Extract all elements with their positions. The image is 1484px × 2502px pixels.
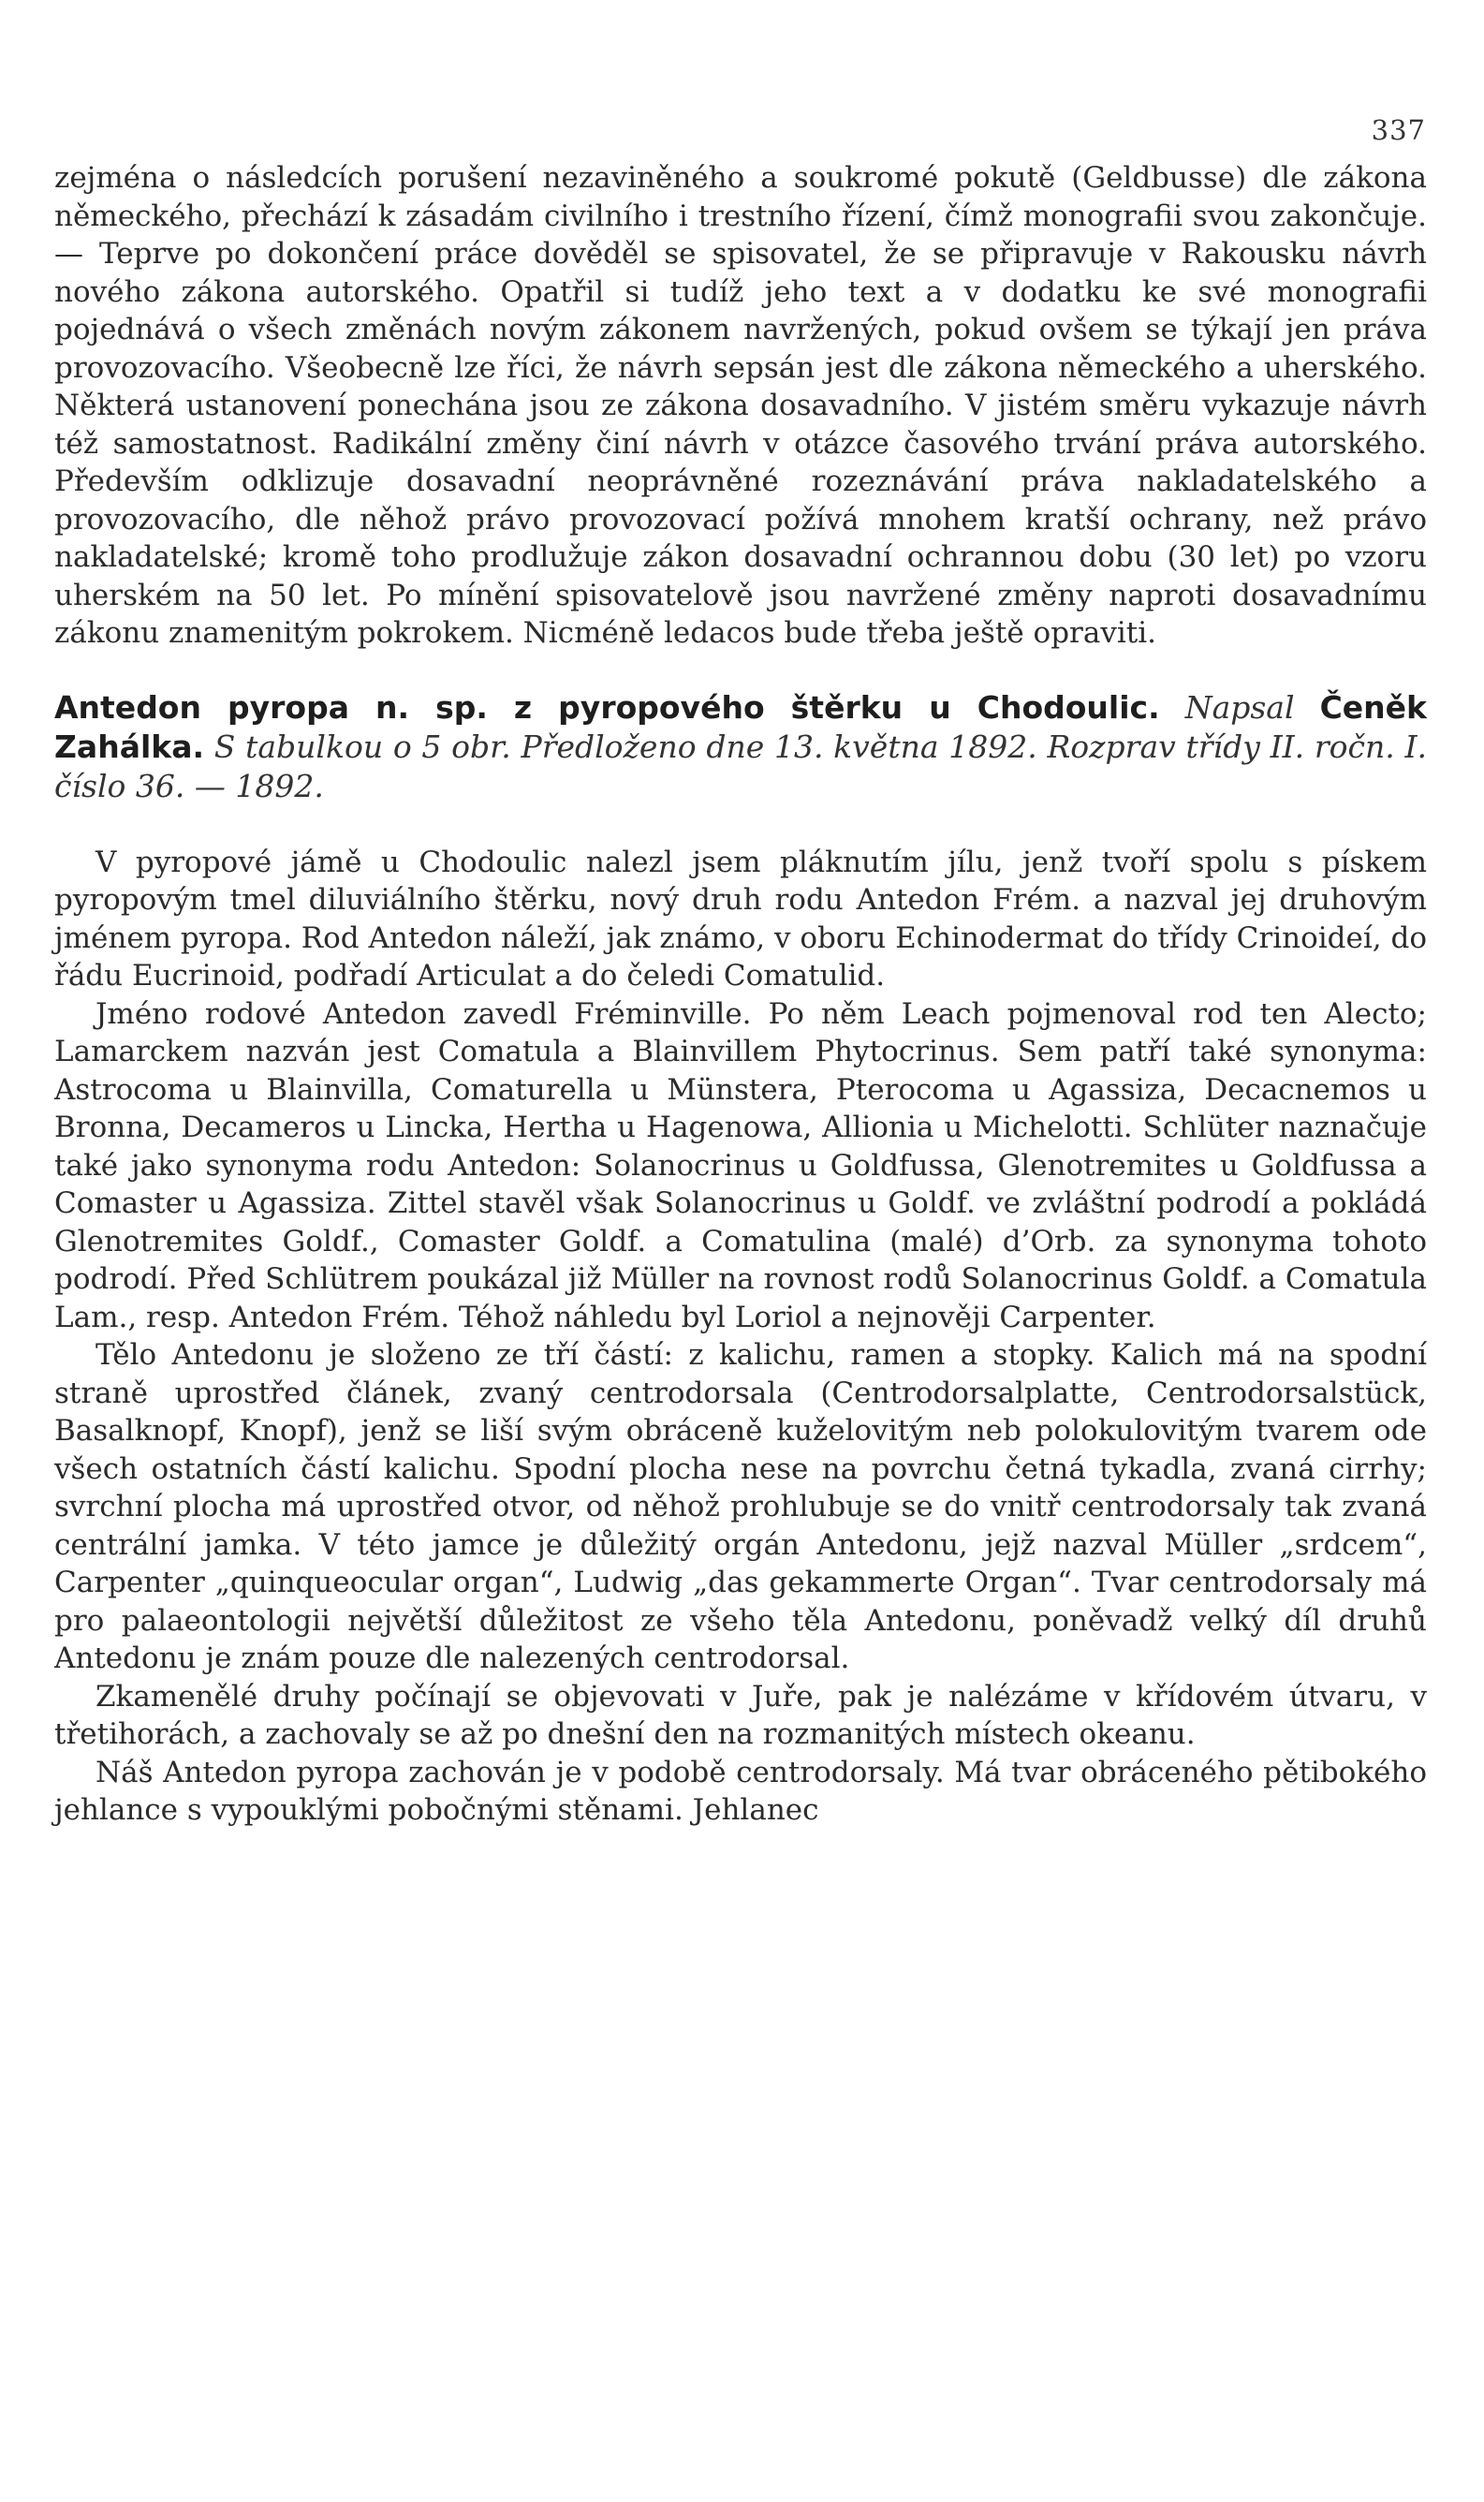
author-prefix: Napsal: [1184, 688, 1295, 726]
article-title: Antedon pyropa n. sp. z pyropového štěrku u Chodoulic.: [54, 688, 1160, 726]
article-heading: [54, 688, 1427, 806]
body-paragraph: Jméno rodové Antedon zavedl Fréminville. Po něm Leach pojmenoval rod ten Alecto; Lamarckem nazván jest Comatula a Blainvillem Phytocrinus. Sem patří také synonyma: Astrocoma u Blainvilla, Comaturella u Münstera, Pterocoma u Agassiza, Decacnemos u Bronna, Decameros u Lincka, Hertha u Hagenowa, Allionia u Michelotti. Schlüter naznačuje také jako synonyma rodu Antedon: Solanocrinus u Goldfussa, Glenotremites u Goldfussa a Comaster u Agassiza. Zittel stavěl však Solanocrinus u Goldf. ve zvláštní podrodí a pokládá Glenotremites Goldf., Comaster Goldf. a Comatulina (malé) d’Orb. za synonyma tohoto podrodí. Před Schlütrem poukázal již Müller na rovnost rodů Solanocrinus Goldf. a Comatula Lam., resp. Antedon Frém. Téhož náhledu byl Loriol a nejnověji Carpenter.: [54, 996, 1427, 1334]
page-number: 337: [1371, 114, 1426, 146]
body-paragraph: Náš Antedon pyropa zachován je v podobě centrodorsaly. Má tvar obráceného pětibokého jehlance s vypouklými pobočnými stěnami. Jehlanec: [54, 1755, 1427, 1827]
text-column: [54, 159, 1427, 1830]
body-paragraph: Zkamenělé druhy počínají se objevovati v Juře, pak je nalézáme v křídovém útvaru, v třetihorách, a zachovaly se až po dnešní den na rozmanitých místech okeanu.: [54, 1679, 1427, 1751]
body-paragraph: V pyropové jámě u Chodoulic nalezl jsem pláknutím jílu, jenž tvoří spolu s pískem pyropovým tmel diluviálního štěrku, nový druh rodu Antedon Frém. a nazval jej druhovým jménem pyropa. Rod Antedon náleží, jak známo, v oboru Echinodermat do třídy Crinoideí, do řádu Eucrinoid, podřadí Articulat a do čeledi Comatulid.: [54, 845, 1427, 993]
intro-paragraph: zejména o následcích porušení nezaviněného a soukromé pokutě (Geldbusse) dle zákona německého, přechází k zásadám civilního i trestního řízení, čímž monografii svou zakončuje. — Teprve po dokončení práce dověděl se spisovatel, že se připravuje v Rakousku návrh nového zákona autorského. Opatřil si tudíž jeho text a v dodatku ke své monografii pojednává o všech změnách novým zákonem navržených, pokud ovšem se týkají jen práva provozovacího. Všeobecně lze říci, že návrh sepsán jest dle zákona německého a uherského. Některá ustanovení ponechána jsou ze zákona dosavadního. V jistém směru vykazuje návrh též samostatnost. Radikální změny činí návrh v otázce časového trvání práva autorského. Především odklizuje dosavadní neoprávněné rozeznávání práva nakladatelského a provozovacího, dle něhož právo provozovací požívá mnohem kratší ochrany, než právo nakladatelské; kromě toho prodlužuje zákon dosavadní ochrannou dobu (30 let) po vzoru uherském na 50 let. Po mínění spisovatelově jsou navržené změny naproti dosavadnímu zákonu znamenitým pokrokem. Nicméně ledacos bude třeba ještě opraviti.: [54, 161, 1427, 650]
article-meta: S tabulkou o 5 obr. Předloženo dne 13. května 1892. Rozprav třídy II. ročn. I. číslo 36. — 1892.: [54, 728, 1427, 804]
article-author: Čeněk Zahálka.: [54, 688, 1427, 765]
body-paragraph: Tělo Antedonu je složeno ze tří částí: z kalichu, ramen a stopky. Kalich má na spodní straně uprostřed článek, zvaný centrodorsala (Centrodorsalplatte, Centrodorsalstück, Basalknopf, Knopf), jenž se liší svým obráceně kuželovitým neb polokulovitým tvarem ode všech ostatních částí kalichu. Spodní plocha nese na povrchu četná tykadla, zvaná cirrhy; svrchní plocha má uprostřed otvor, od něhož prohlubuje se do vnitř centrodorsaly tak zvaná centrální jamka. V této jamce je důležitý orgán Antedonu, jejž nazval Müller „srdcem“, Carpenter „quinqueocular organ“, Ludwig „das gekammerte Organ“. Tvar centrodorsaly má pro palaeontologii největší důležitost ze všeho těla Antedonu, poněvadž velký díl druhů Antedonu je znám pouze dle nalezených centrodorsal.: [54, 1338, 1427, 1675]
